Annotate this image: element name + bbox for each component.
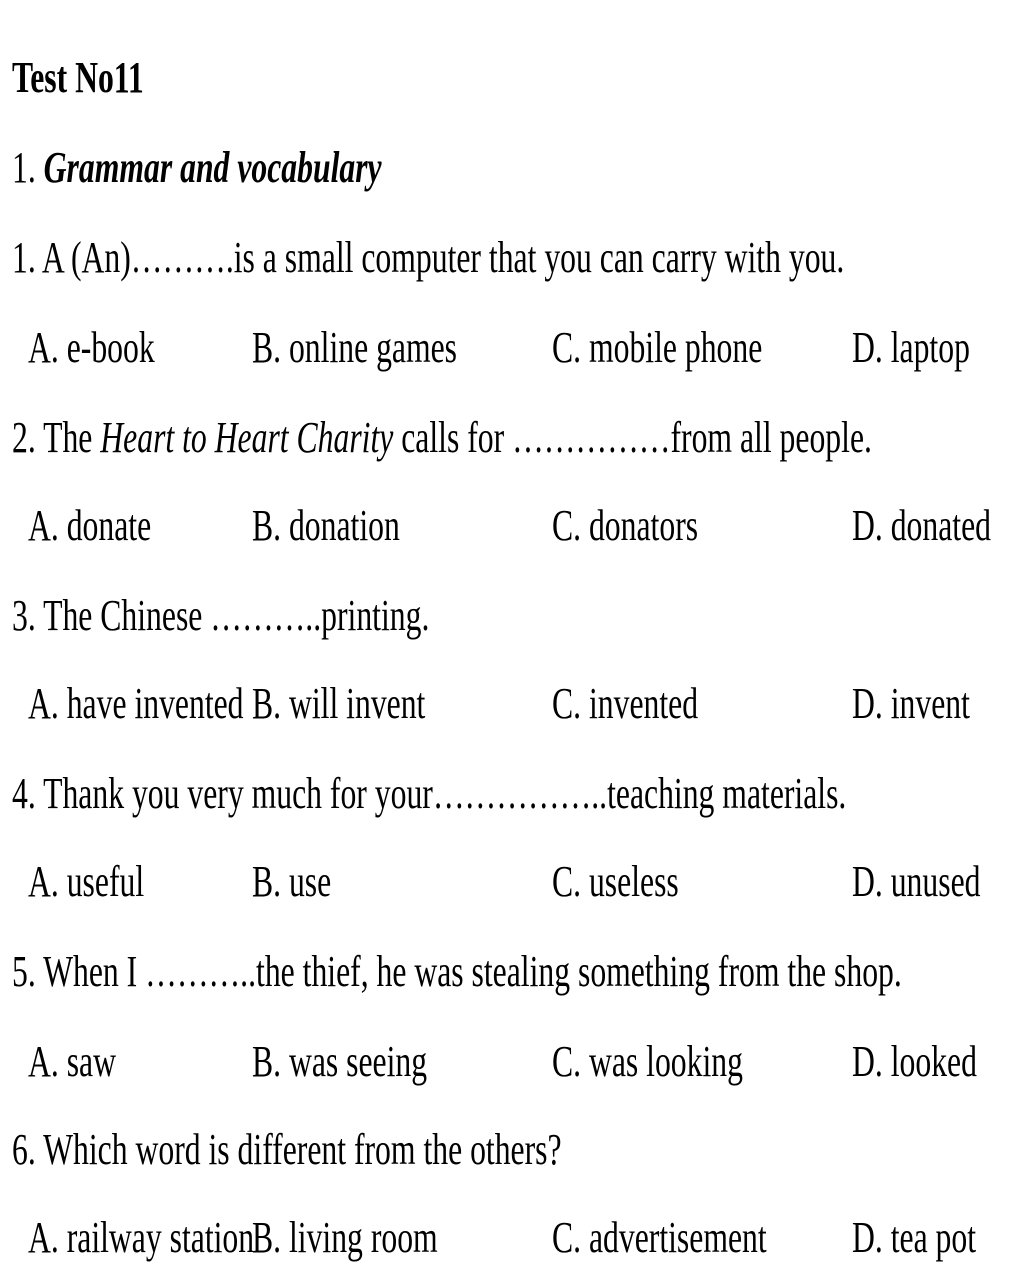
question-4-option-b: B. use	[252, 857, 332, 906]
question-5-text: 5. When I ………..the thief, he was stealing something from the shop.	[12, 947, 902, 996]
question-2-pre: 2. The	[12, 413, 101, 462]
question-2-option-d: D. donated	[852, 501, 992, 550]
section-label: Grammar and vocabulary	[43, 143, 382, 192]
section-heading	[12, 142, 382, 194]
question-3-option-b: B. will invent	[252, 679, 426, 728]
question-5-option-a: A. saw	[28, 1037, 116, 1086]
question-2-option-c: C. donators	[552, 501, 699, 550]
question-4-option-c: C. useless	[552, 857, 679, 906]
question-2-charity-name: Heart to Heart Charity	[100, 413, 394, 462]
question-6-option-d: D. tea pot	[852, 1213, 977, 1262]
question-5-option-d: D. looked	[852, 1037, 977, 1086]
question-6-option-c: C. advertisement	[552, 1213, 767, 1262]
question-5-option-c: C. was looking	[552, 1037, 743, 1086]
question-1-option-a: A. e-book	[28, 323, 155, 372]
question-2-post: calls for ……………from all people.	[393, 413, 872, 462]
question-2-option-a: A. donate	[28, 501, 152, 550]
question-4-option-d: D. unused	[852, 857, 981, 906]
question-3-option-c: C. invented	[552, 679, 699, 728]
section-number: 1.	[12, 143, 44, 192]
question-1-option-d: D. laptop	[852, 323, 970, 372]
question-5-option-b: B. was seeing	[252, 1037, 428, 1086]
question-2-option-b: B. donation	[252, 501, 400, 550]
question-1-option-c: C. mobile phone	[552, 323, 763, 372]
question-6-option-a: A. railway station	[28, 1213, 255, 1262]
question-1-option-b: B. online games	[252, 323, 458, 372]
question-3-option-a: A. have invented	[28, 679, 244, 728]
question-3-text: 3. The Chinese ………..printing.	[12, 591, 430, 640]
document-title: Test No11	[12, 53, 144, 102]
question-6-text: 6. Which word is different from the others?	[12, 1125, 562, 1174]
question-3-option-d: D. invent	[852, 679, 970, 728]
question-4-option-a: A. useful	[28, 857, 145, 906]
question-4-text: 4. Thank you very much for your……………..teaching materials.	[12, 769, 847, 818]
question-2-text	[12, 412, 872, 464]
question-6-option-b: B. living room	[252, 1213, 438, 1262]
question-1-text: 1. A (An)……….is a small computer that you can carry with you.	[12, 233, 845, 282]
